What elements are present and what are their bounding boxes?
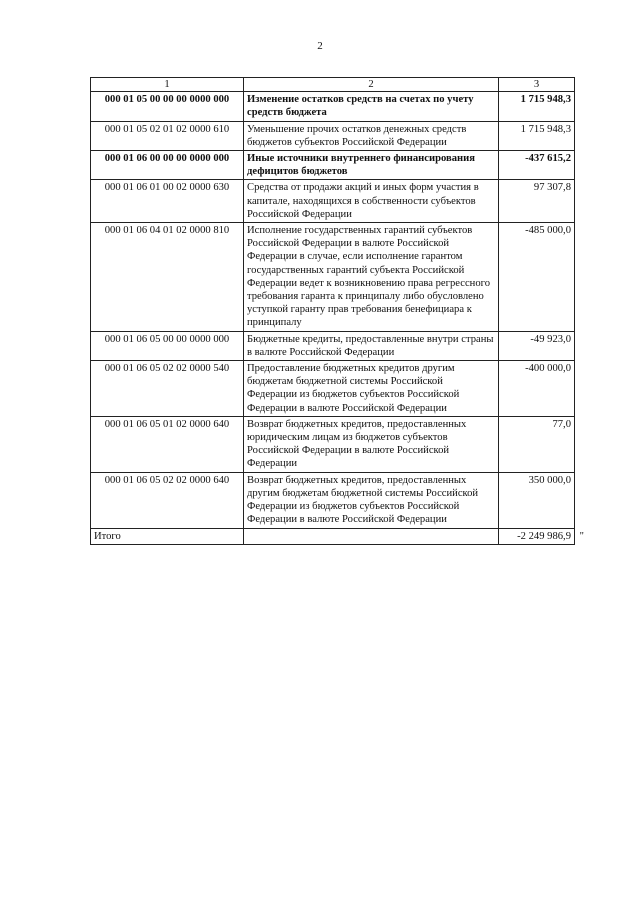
budget-sources-table [90,77,584,545]
row-sum: 1 715 948,3 [499,121,575,150]
closing-quote: " [579,530,584,542]
row-sum: -49 923,0 [499,331,575,360]
total-sum-cell [499,528,584,544]
row-code: 000 01 06 01 00 02 0000 630 [91,180,244,223]
row-sum: -400 000,0 [499,361,575,417]
row-name: Уменьшение прочих остатков денежных средств бюджетов субъектов Российской Федерации [244,121,499,150]
row-code: 000 01 05 00 00 00 0000 000 [91,92,244,121]
row-name: Бюджетные кредиты, предоставленные внутри страны в валюте Российской Федерации [244,331,499,360]
row-name: Возврат бюджетных кредитов, предоставленных другим бюджетам бюджетной системы Российской Федерации из бюджетов субъектов Российской Федерации в валюте Российской Федерации [244,472,499,528]
total-empty-cell [244,528,499,544]
table-row [91,121,575,150]
table-row [91,180,575,223]
table-row [91,223,575,332]
total-row [91,528,575,544]
row-name: Иные источники внутреннего финансирования дефицитов бюджетов [244,151,499,180]
row-sum: 97 307,8 [499,180,575,223]
row-name: Средства от продажи акций и иных форм участия в капитале, находящихся в собственности субъектов Российской Федерации [244,180,499,223]
table-row [91,361,575,417]
total-sum: -2 249 986,9 [517,530,571,542]
row-name: Предоставление бюджетных кредитов другим бюджетам бюджетной системы Российской Федерации из бюджетов субъектов Российской Федерации в валюте Российской Федерации [244,361,499,417]
row-sum: -485 000,0 [499,223,575,332]
row-code: 000 01 05 02 01 02 0000 610 [91,121,244,150]
row-code: 000 01 06 05 01 02 0000 640 [91,416,244,472]
row-sum: -437 615,2 [499,151,575,180]
table-row [91,331,575,360]
row-sum: 77,0 [499,416,575,472]
row-code: 000 01 06 05 00 00 0000 000 [91,331,244,360]
table-row [91,416,575,472]
table-header-row [91,78,575,92]
table-row [91,151,575,180]
row-name: Исполнение государственных гарантий субъектов Российской Федерации в валюте Российской Федерации в случае, если исполнение гарантом государственных гарантий субъекта Российской Федерации ведет к возникновению права регрессного требования гаранта к принципалу либо обусловлено уступкой гаранту прав требования бенефициара к принципалу [244,223,499,332]
row-code: 000 01 06 05 02 02 0000 640 [91,472,244,528]
row-code: 000 01 06 05 02 02 0000 540 [91,361,244,417]
column-header-code: 1 [91,78,244,92]
column-header-name: 2 [244,78,499,92]
page-number: 2 [317,40,323,52]
row-code: 000 01 06 04 01 02 0000 810 [91,223,244,332]
table-row [91,472,575,528]
row-sum: 1 715 948,3 [499,92,575,121]
row-sum: 350 000,0 [499,472,575,528]
row-name: Изменение остатков средств на счетах по учету средств бюджета [244,92,499,121]
row-name: Возврат бюджетных кредитов, предоставленных юридическим лицам из бюджетов субъектов Российской Федерации в валюте Российской Федерации [244,416,499,472]
column-header-sum: 3 [499,78,575,92]
total-label: Итого [91,528,244,544]
row-code: 000 01 06 00 00 00 0000 000 [91,151,244,180]
table-row [91,92,575,121]
